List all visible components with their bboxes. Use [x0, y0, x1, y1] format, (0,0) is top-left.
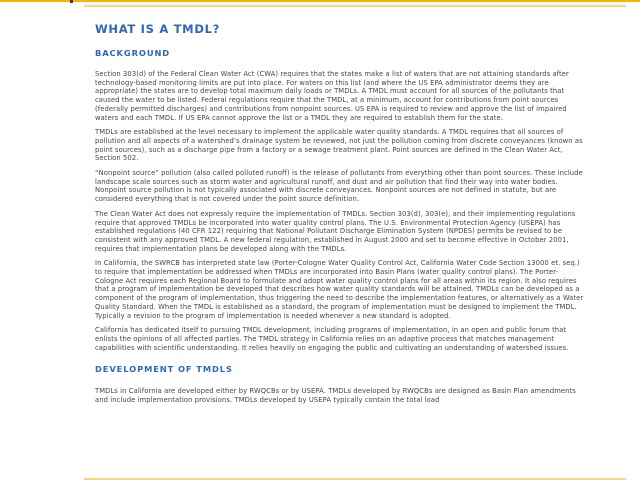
top-accent-marker: [70, 0, 73, 3]
paragraph-development: TMDLs in California are developed either by RWQCBs or by USEPA. TMDLs developed by RWQCBs are designed as Basin Plan amendments and include implementation provisions. TMDLs developed by USEPA typically contain the total load: [95, 387, 576, 405]
document-body: [95, 22, 585, 411]
section-heading-background: BACKGROUND: [95, 48, 171, 58]
paragraph-california-process: California has dedicated itself to pursuing TMDL development, including programs of implementation, in an open and public forum that enlists the opinions of all affected parties. The TMDL strategy in California relies on an adaptive process that matches management capabilities with scientific understanding. It relies heavily on engaging the public and cultivating an understanding of watershed issues.: [95, 326, 569, 352]
paragraph-california: In California, the SWRCB has interpreted state law (Porter-Cologne Water Quality Control Act, California Water Code Section 13000 et. seq.) to require that implementation be addressed when TMDLs are incorporated into Basin Plans (water quality control plans). The Porter-Cologne Act requires each Regional Board to formulate and adopt water quality control plans for all areas within its region. It also requires that a program of implementation be developed that describes how water quality standards will be attained. TMDLs can be developed as a component of the program of implementation, thus triggering the need to describe the implementation features, or alternatively as a Water Quality Standard. When the TMDL is established as a standard, the program of implementation must be designed to implement the TMDL. Typically a revision to the program of implementation is needed whenever a new standard is adopted.: [95, 259, 584, 320]
paragraph-implementation: The Clean Water Act does not expressly require the implementation of TMDLs. Section 303(d), 303(e), and their implementing regulations require that approved TMDLs be incorporated into water quality control plans. The U.S. Environmental Protection Agency (USEPA) has established regulations (40 CFR 122) requiring that National Pollutant Discharge Elimination System (NPDES) permits be revised to be consistent with any approved TMDL. A new federal regulation, established in August 2000 and set to become effective in October 2001, requires that implementation plans be developed along with the TMDLs.: [95, 209, 576, 253]
section-heading-development: DEVELOPMENT OF TMDLS: [95, 364, 233, 375]
paragraph-nonpoint-source: “Nonpoint source” pollution (also called polluted runoff) is the release of pollutants from everything other than point sources. These include landscape scale sources such as storm water and agricultural runoff, and dust and air pollution that find their way into water bodies. Nonpoint source pollution is not typically associated with discrete conveyances. Nonpoint sources are not defined in statute, but are considered everything that is not covered under the point source definition.: [95, 169, 583, 204]
paragraph-cwa-303d: Section 303(d) of the Federal Clean Water Act (CWA) requires that the states make a list of waters that are not attaining standards after technology-based monitoring limits are put into place. For waters on this list (and where the US EPA administrator deems they are appropriate) the states are to develop total maximum daily loads or TMDLs. A TMDL must account for all sources of the pollutants that caused the water to be listed. Federal regulations require that the TMDL, at a minimum, account for contributions from point sources (federally permitted discharges) and contributions from nonpoint sources. US EPA is required to review and approve the list of impaired waters and each TMDL. If US EPA cannot approve the list or a TMDL they are required to establish them for the state.: [95, 70, 569, 122]
paragraph-tmdl-levels: TMDLs are established at the level necessary to implement the applicable water quality standards. A TMDL requires that all sources of pollution and all aspects of a watershed’s drainage system be reviewed, not just the pollution coming from discrete conveyances (known as point sources), such as a discharge pipe from a factory or a sewage treatment plant. Point sources are defined in the Clean Water Act, Section 502.: [95, 128, 583, 163]
top-rule: [84, 5, 626, 7]
top-accent-bar: [0, 0, 640, 2]
page-title: WHAT IS A TMDL?: [95, 22, 220, 36]
